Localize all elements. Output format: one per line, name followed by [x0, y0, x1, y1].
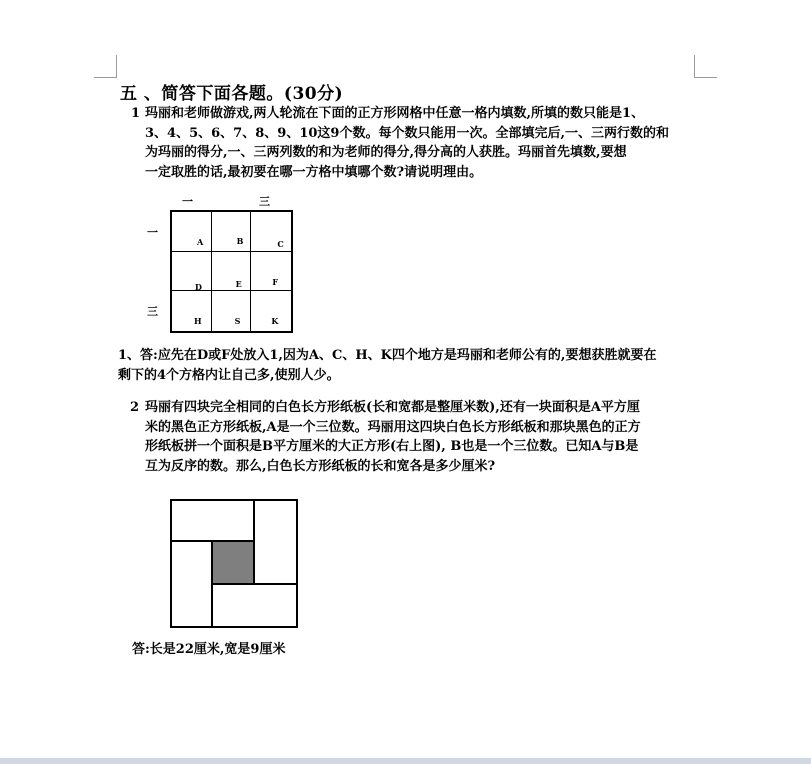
question-2-line: 米的黑色正方形纸板,A是一个三位数。玛丽用这四块白色长方形纸板和那块黑色的正方: [145, 419, 641, 435]
grid-cell-f: F: [251, 252, 291, 292]
margin-corner-top-right: [694, 55, 717, 78]
window-bottom-bar: [0, 758, 811, 764]
game-grid: [170, 210, 293, 333]
white-rectangle-left: [171, 541, 212, 627]
question-2: [130, 398, 697, 476]
white-rectangle-bottom: [212, 584, 297, 627]
grid-row-label: 一: [147, 226, 158, 239]
white-rectangle-top: [171, 500, 254, 541]
answer-1-line: 1、答:应先在D或F处放入1,因为A、C、H、K四个地方是玛丽和老师公有的,要想获胜就要在: [118, 348, 657, 363]
black-square: [212, 541, 254, 584]
grid-cell-b: B: [212, 212, 252, 252]
answer-1: [118, 346, 698, 385]
margin-corner-top-left: [94, 55, 117, 78]
grid-column-label: 一: [182, 195, 193, 208]
question-1-line: 玛丽和老师做游戏,两人轮流在下面的正方形网格中任意一格内填数,所填的数只能是1、: [145, 106, 645, 121]
section-heading: 五 、简答下面各题。(30分): [120, 84, 344, 104]
grid-cell-k: K: [271, 316, 279, 327]
white-rectangle-right: [254, 500, 297, 584]
grid-cell-e: E: [212, 252, 252, 292]
question-1: [131, 104, 697, 182]
rectangle-square-figure: [170, 499, 300, 631]
question-1-number: 1: [131, 106, 141, 121]
grid-cell-c: C: [251, 212, 291, 252]
question-2-line: 玛丽有四块完全相同的白色长方形纸板(长和宽都是整厘米数),还有一块面积是A平方厘: [145, 400, 640, 415]
question-1-line: 3、4、5、6、7、8、9、10这9个数。每个数只能用一次。全部填完后,一、三两行数的和: [145, 125, 669, 141]
grid-cell-d: D: [172, 252, 212, 292]
answer-2: 答:长是22厘米,宽是9厘米: [132, 642, 286, 657]
grid-cell-h: H: [172, 291, 212, 331]
question-1-line: 一定取胜的话,最初要在哪一方格中填哪个数?请说明理由。: [145, 164, 483, 180]
question-2-number: 2: [130, 400, 140, 415]
grid-column-label: 三: [259, 195, 270, 208]
grid-cell-s: S: [212, 291, 252, 331]
grid-cell-a: A: [172, 212, 212, 252]
question-2-line: 互为反序的数。那么,白色长方形纸板的长和宽各是多少厘米?: [145, 458, 496, 474]
question-1-line: 为玛丽的得分,一、三两列数的和为老师的得分,得分高的人获胜。玛丽首先填数,要想: [145, 145, 627, 160]
answer-1-line: 剩下的4个方格内让自己多,使别人少。: [118, 367, 340, 383]
grid-row-label: 三: [147, 305, 158, 318]
question-2-line: 形纸板拼一个面积是B平方厘米的大正方形(右上图), B也是一个三位数。已知A与B是: [145, 439, 639, 454]
